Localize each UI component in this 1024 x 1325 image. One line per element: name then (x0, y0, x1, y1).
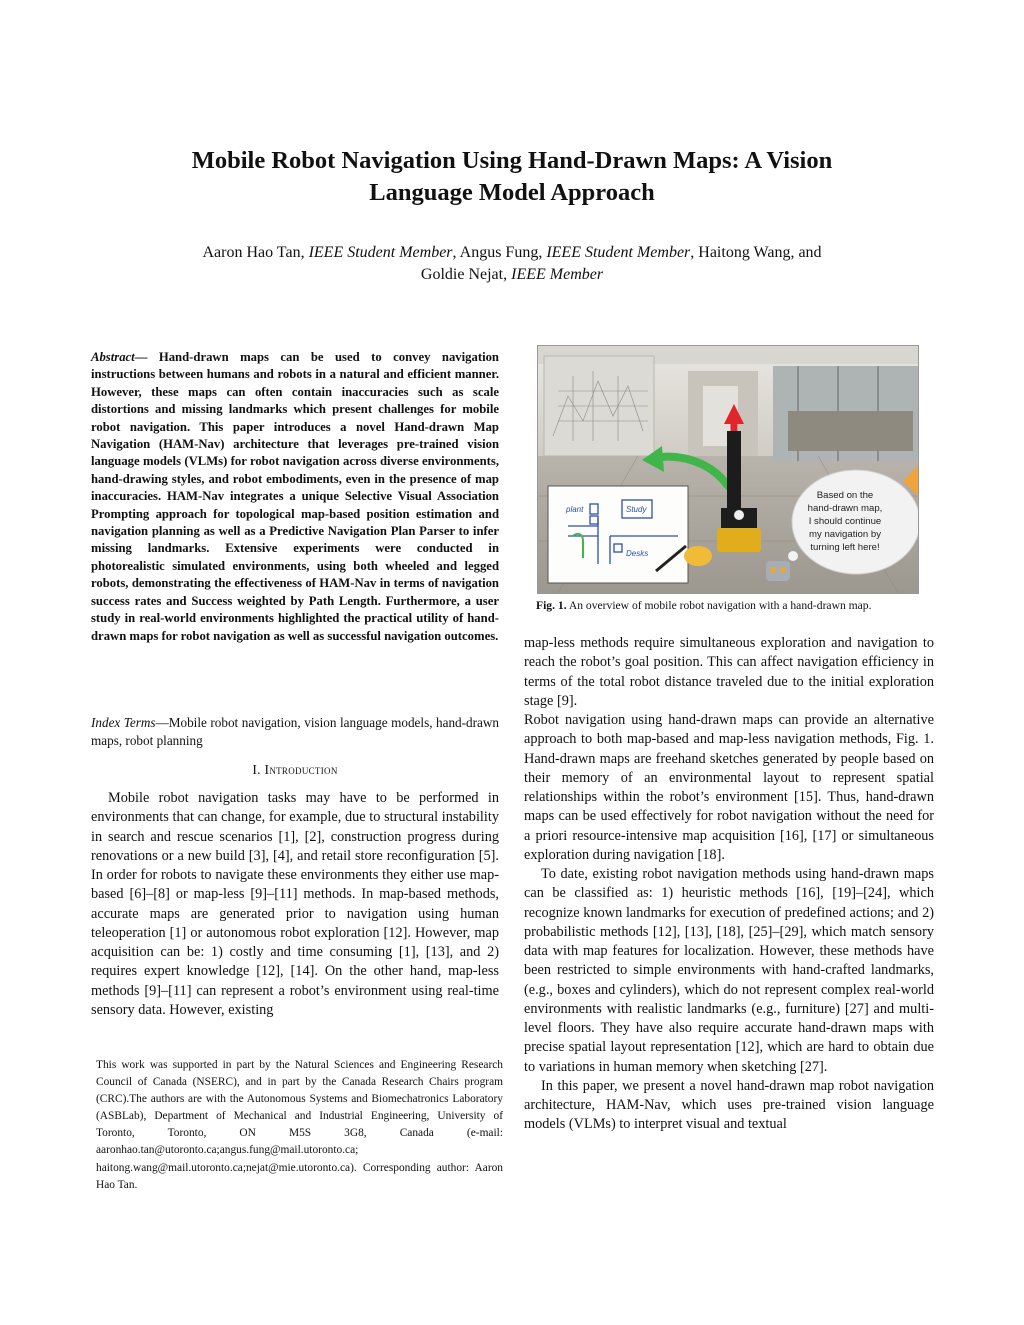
robot-emoji-eye-right (780, 567, 786, 573)
right-paragraph-3: To date, existing robot navigation methods using hand-drawn maps can be classified as: 1) heuristic methods [16], [19]–[24], which recognize known landmarks for execution of predefined actions; and 2) probabilistic methods [12], [13], [18], [25]–[29], which match sensory data with map features for localization. However, these methods have been restricted to simple environments with hand-crafted landmarks, (e.g., boxes and cylinders), which do not represent complex real-world environments with realistic landmarks (e.g., furniture) [27] and multi-level floors. They have also require accurate hand-drawn maps with precise spatial layout representation [12], which are hard to obtain due to variations in human memory when sketching [27]. (524, 866, 934, 1075)
paper-title (0, 145, 1024, 209)
author-2: , Angus Fung, (452, 244, 543, 261)
title-line-2: Language Model Approach (369, 179, 655, 206)
bubble-line-2: hand-drawn map, (807, 503, 883, 514)
author-2-role: IEEE Student Member (546, 244, 691, 261)
index-terms (91, 714, 499, 750)
robot-mast (727, 431, 741, 511)
index-terms-label: Index Terms (91, 715, 156, 730)
index-terms-text: —Mobile robot navigation, vision language models, hand-drawn maps, robot planning (91, 715, 499, 748)
map-label-study: Study (626, 505, 647, 514)
abstract-text: — Hand-drawn maps can be used to convey navigation instructions between humans and robots in a natural and efficient manner. However, these maps can often contain inaccuracies such as scale distortions and missing landmarks which present challenges for mobile robot navigation. This paper introduces a novel Hand-drawn Map Navigation (HAM-Nav) architecture that leverages pre-trained vision language models (VLMs) for robot navigation across diverse environments, hand-drawing styles, and robot embodiments, even in the presence of map inaccuracies. HAM-Nav integrates a unique Selective Visual Association Prompting approach for topological map-based position estimation and navigation planning as well as a Predictive Navigation Plan Parser to infer missing landmarks. Extensive experiments were conducted in photorealistic simulated environments, using both wheeled and legged robots, demonstrating the effectiveness of HAM-Nav in terms of navigation success rates and Success weighted by Path Length. Furthermore, a user study in real-world environments highlighted the practical utility of hand-drawn maps for robot navigation as well as successful navigation outcomes. (91, 350, 499, 643)
hand-emoji-icon (684, 546, 712, 566)
map-label-plant: plant (566, 505, 584, 514)
figure-1-illustration (538, 346, 918, 593)
section-number: I. (252, 762, 261, 777)
robot-emoji-icon (766, 561, 790, 581)
footnote: This work was supported in part by the Natural Sciences and Engineering Research Council of Canada (NSERC), and in part by the Canada Research Chairs program (CRC).The authors are with the Autonomous Systems and Biomechatronics Laboratory (ASBLab), Department of Mechanical and Industrial Engineering, University of Toronto, Toronto, ON M5S 3G8, Canada (e-mail: aaronhao.tan@utoronto.ca;angus.fung@mail.utoronto.ca; haitong.wang@mail.utoronto.ca;nejat@mie.utoronto.ca). Corresponding author: Aaron Hao Tan. (96, 1059, 503, 1191)
intro-text: Mobile robot navigation tasks may have to be performed in environments that can change, for example, due to structural instability in search and rescue scenarios [1], [2], construction progress during renovations or a new build [3], [4], and retail store reconfiguration [5]. In order for robots to navigate these environments they either use map-based [6]–[8] or map-less [9]–[11] methods. In map-based methods, accurate maps are generated prior to navigation using human teleoperation [1] or autonomous robot exploration [12]. However, map acquisition can be: 1) costly and time consuming [1], [13], and 2) requires expert knowledge [12], [14]. On the other hand, map-less methods [9]–[11] can represent a robot’s environment using real-time sensory data. However, existing (91, 790, 499, 1018)
right-column-text (524, 634, 934, 1135)
author-line-2 (0, 264, 1024, 286)
section-title: Introduction (264, 762, 338, 777)
author-line-1 (0, 242, 1024, 264)
robot-emoji-eye-left (770, 567, 776, 573)
figure-1-caption (536, 598, 936, 614)
author-1: Aaron Hao Tan, (202, 244, 305, 261)
author-3: , Haitong Wang, and (690, 244, 822, 261)
caption-text: An overview of mobile robot navigation with a hand-drawn map. (566, 599, 872, 612)
title-line-1: Mobile Robot Navigation Using Hand-Drawn Maps: A Vision (191, 147, 833, 174)
robot-base (717, 528, 761, 552)
bubble-text (808, 490, 883, 553)
author-4-role: IEEE Member (511, 266, 604, 283)
bubble-line-1: Based on the (816, 490, 874, 501)
bubble-line-5: turning left here! (810, 542, 880, 553)
hand-drawn-map-card (548, 486, 688, 583)
right-paragraph-4: In this paper, we present a novel hand-drawn map robot navigation architecture, HAM-Nav, which uses pre-trained vision language models (VLMs) to interpret visual and textual (524, 1077, 934, 1133)
robot-sensor (734, 510, 744, 520)
thought-dot-1 (788, 551, 798, 561)
bubble-line-4: my navigation by (809, 529, 881, 540)
author-1-role: IEEE Student Member (308, 244, 453, 261)
introduction-paragraph (91, 789, 499, 1020)
map-label-desks: Desks (626, 549, 649, 558)
desks-background (788, 411, 913, 451)
section-heading-introduction (91, 762, 499, 778)
author-list (0, 242, 1024, 286)
right-paragraph-2: Robot navigation using hand-drawn maps can provide an alternative approach to both map-based and map-less navigation methods, Fig. 1. Hand-drawn maps are freehand sketches generated by people based on their memory of an environmental layout to represent spatial relationships within the robot’s environment [15]. Thus, hand-drawn maps can be used effectively for robot navigation without the need for a priori resource-intensive map acquisition [16], [17] or simultaneous exploration during navigation [18]. (524, 712, 934, 863)
bubble-line-3: I should continue (808, 516, 882, 527)
figure-1-image (537, 345, 919, 594)
caption-label: Fig. 1. (536, 599, 567, 612)
author-4: Goldie Nejat, (420, 266, 508, 283)
abstract-label: Abstract (91, 350, 135, 364)
abstract (91, 349, 499, 645)
right-paragraph-1: map-less methods require simultaneous exploration and navigation to reach the robot’s goal position. This can affect navigation efficiency in terms of the total robot distance traveled due to the initial exploration stage [9]. (524, 635, 934, 709)
